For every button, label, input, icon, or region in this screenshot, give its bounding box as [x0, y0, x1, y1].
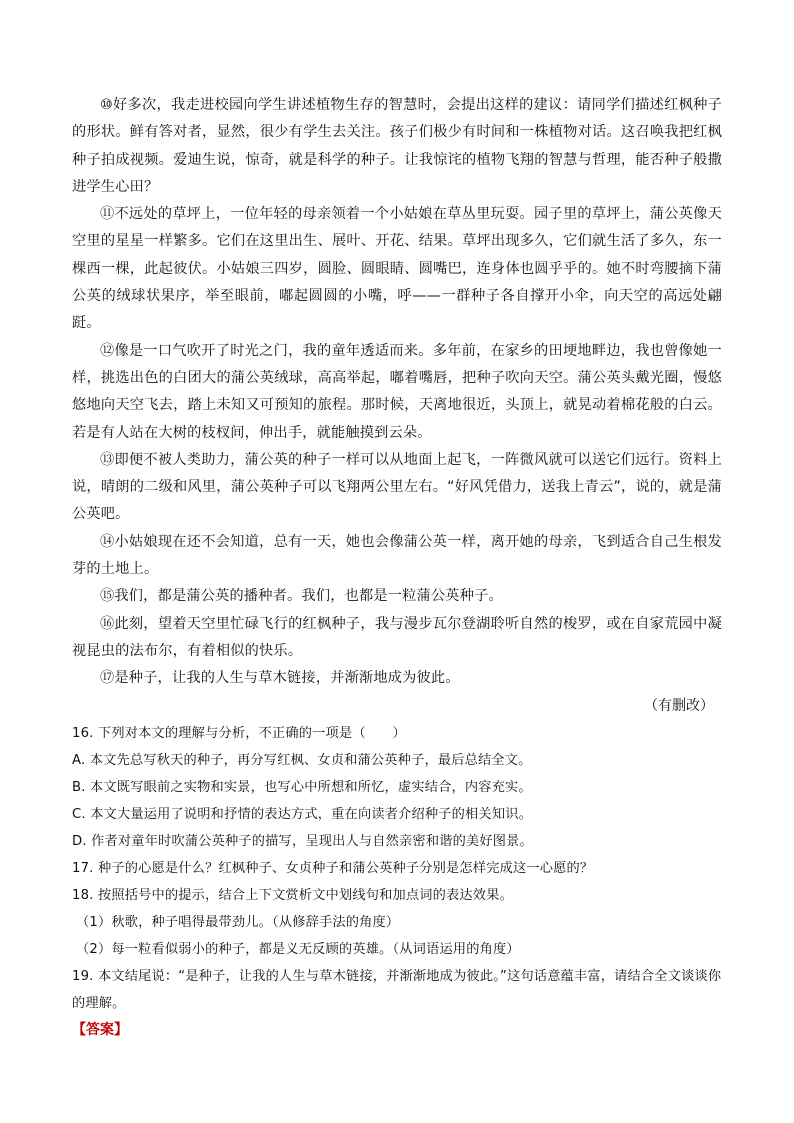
question-19: 19. 本文结尾说：“是种子，让我的人生与草木链接，并渐渐地成为彼此。”这句话意蕴丰富，请结合全文谈谈你的理解。 [72, 968, 722, 1011]
paragraph-13: ⑬即便不被人类助力，蒲公英的种子一样可以从地面上起飞，一阵微风就可以送它们远行。资料上说，晴朗的二级和风里，蒲公英种子可以飞翔两公里左右。“好风凭借力，送我上青云”，说的，就是蒲公英吧。 [72, 451, 722, 523]
paragraph-10: ⑩好多次，我走进校园向学生讲述植物生存的智慧时，会提出这样的建议：请同学们描述红枫种子的形状。鲜有答对者，显然，很少有学生去关注。孩子们极少有时间和一株植物对话。这召唤我把红枫种子拍成视频。爱迪生说，惊奇，就是科学的种子。让我惊诧的植物飞翔的智慧与哲理，能否种子般撒进学生心田？ [72, 97, 722, 195]
option-d: D. 作者对童年时吹蒲公英种子的描写，呈现出人与自然亲密和谐的美好图景。 [72, 833, 533, 849]
source-note: （有删改） [644, 697, 714, 714]
option-b: B. 本文既写眼前之实物和实景，也写心中所想和所忆，虚实结合，内容充实。 [72, 779, 532, 795]
question-18-part-2: （2）每一粒看似弱小的种子，都是义无反顾的英雄。（从词语运用的角度） [76, 941, 520, 957]
document-page [72, 92, 722, 1044]
paragraph-11: ⑪不远处的草坪上，一位年轻的母亲领着一个小姑娘在草丛里玩耍。园子里的草坪上，蒲公英像天空里的星星一样繁多。它们在这里出生、展叶、开花、结果。草坪出现多久，它们就生活了多久，东一棵西一棵，此起彼伏。小姑娘三四岁，圆脸、圆眼睛、圆嘴巴，连身体也圆乎乎的。她不时弯腰摘下蒲公英的绒球状果序，举至眼前，嘟起圆圆的小嘴，呼——一群种子各自撑开小伞，向天空的高远处翩跹。 [72, 206, 722, 332]
paragraph-12: ⑫像是一口气吹开了时光之门，我的童年透适而来。多年前，在家乡的田埂地畔边，我也曾像她一样，挑选出色的白团大的蒲公英绒球，高高举起，嘟着嘴唇，把种子吹向天空。蒲公英头戴光圈，慢悠悠地向天空飞去，踏上未知又可预知的旅程。那时候，天离地很近，头顶上，就晃动着棉花般的白云。若是有人站在大树的枝杈间，伸出手，就能触摸到云朵。 [72, 342, 722, 441]
paragraph-16: ⑯此刻，望着天空里忙碌飞行的红枫种子，我与漫步瓦尔登湖聆听自然的梭罗，或在自家荒园中凝视昆虫的法布尔，有着相似的快乐。 [72, 615, 722, 659]
option-a: A. 本文先总写秋天的种子，再分写红枫、女贞和蒲公英种子，最后总结全文。 [72, 752, 532, 768]
paragraph-15: ⑮我们，都是蒲公英的播种者。我们，也都是一粒蒲公英种子。 [100, 588, 503, 605]
answer-label: 【答案】 [72, 1021, 128, 1038]
question-17: 17. 种子的心愿是什么？红枫种子、女贞种子和蒲公英种子分别是怎样完成这一心愿的？ [72, 860, 594, 876]
question-18: 18. 按照括号中的提示，结合上下文赏析文中划线句和加点词的表达效果。 [72, 887, 513, 903]
paragraph-14: ⑭小姑娘现在还不会知道，总有一天，她也会像蒲公英一样，离开她的母亲，飞到适合自己生根发芽的土地上。 [72, 533, 722, 578]
question-16: 16. 下列对本文的理解与分析，不正确的一项是（ ） [72, 725, 406, 741]
paragraph-17: ⑰是种子，让我的人生与草木链接，并渐渐地成为彼此。 [100, 670, 460, 687]
question-18-part-1: （1）秋歌，种子唱得最带劲儿。（从修辞手法的角度） [76, 914, 400, 930]
option-c: C. 本文大量运用了说明和抒情的表达方式，重在向读者介绍种子的相关知识。 [72, 806, 532, 822]
